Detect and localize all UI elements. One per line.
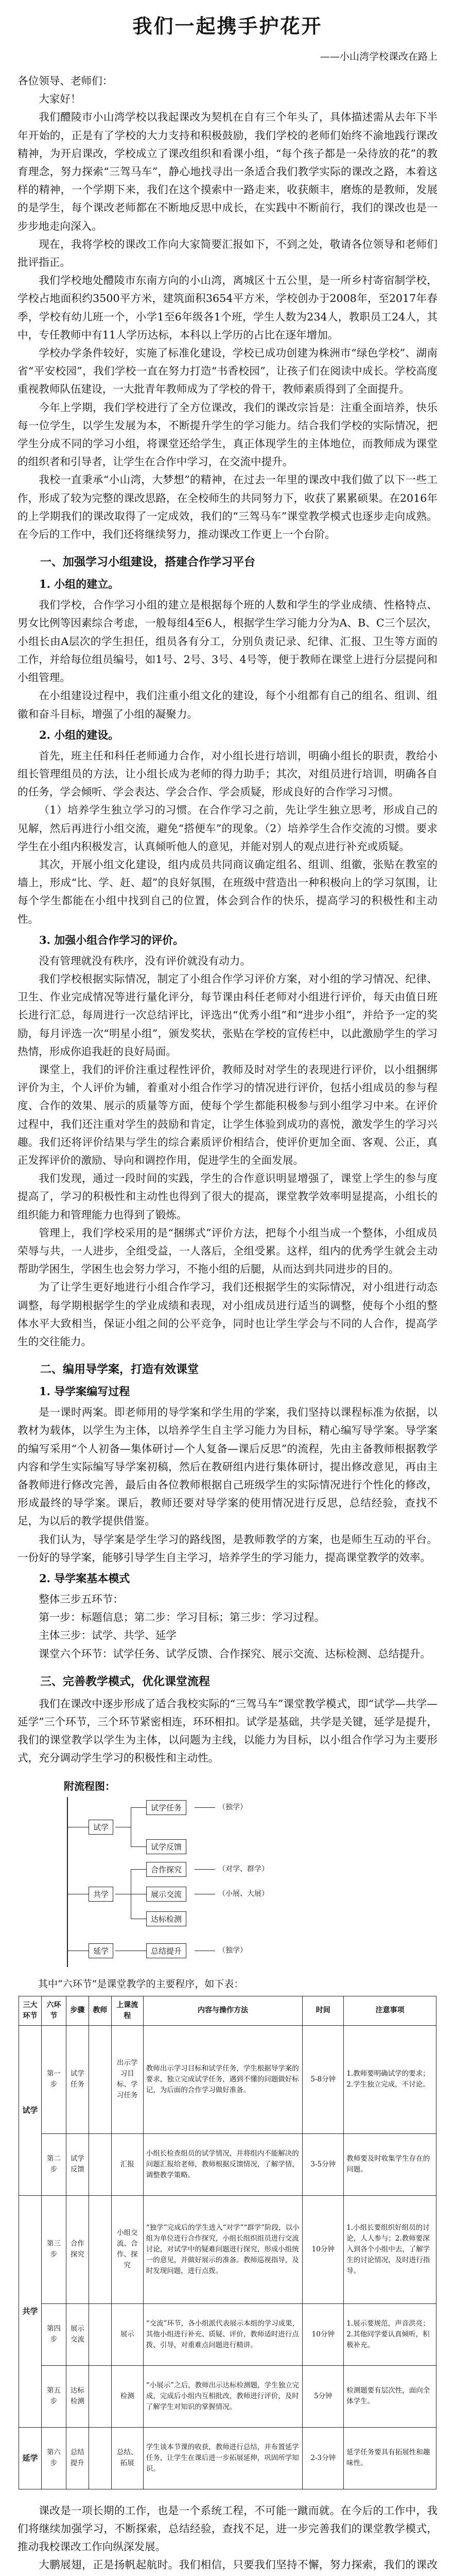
- diagram-label: 附流程图：: [64, 1780, 115, 1792]
- table-cell-time: 3-5分钟: [303, 2133, 344, 2195]
- table-cell-content: 教师出示学习目标和试学任务，学生根据导学案的要求，独立完成试学任务，遇到不懂的问题做好标记，为后面的合作学习做好准备。: [143, 2025, 303, 2133]
- table-cell-time: 5分钟: [303, 2365, 344, 2427]
- diagram-node-try: 试学: [89, 1820, 113, 1835]
- table-cell-step: 第一步: [41, 2025, 66, 2133]
- table-cell-time: 2-3分钟: [303, 2427, 344, 2489]
- table-row: [19, 2303, 436, 2365]
- table-cell-content: 学生谈本节课的收获，教师进行总结，并布置延学任务，让学生在课后进一步拓展延伸，巩固所学知识。: [143, 2427, 303, 2489]
- table-cell-flow: 检测: [111, 2365, 143, 2427]
- body-paragraph: （1）培养学生独立学习的习惯。在合作学习之前，先让学生独立思考，形成自己的见解，然后再进行小组交流，避免“搭便车”的现象。（2）培养学生合作交流的习惯。要求学生在小组内积极发言，认真倾听他人的意见，并能对别人的观点进行补充或质疑。: [18, 804, 437, 853]
- table-cell-sub: 合作探究: [66, 2195, 89, 2303]
- table-cell-sub: 总结提升: [66, 2427, 89, 2489]
- diagram-note: （小展、大展）: [218, 1889, 269, 1898]
- body-line: 主体三步：试学、共学、延学: [39, 1629, 177, 1642]
- greeting: 大家好！: [39, 93, 81, 106]
- body-paragraph: 我们学校根据实际情况，制定了小组合作学习评价方案，对小组的学习情况、纪律、卫生、作业完成情况等进行量化评分，每节课由科任老师对小组进行评价，每天由值日班长进行汇总，每周进行一次总结评比，评选出“优秀小组”和“进步小组”，并给予一定的奖励，每月评选一次“明星小组”，颁发奖状，张贴在学校的宣传栏中，以此激励学生的学习热情，形成你追我赶的良好局面。: [18, 972, 437, 1058]
- table-row: [19, 2195, 436, 2303]
- section-heading: 三、完善教学模式，优化课堂流程: [40, 1674, 211, 1688]
- subsection-heading: 1. 小组的建立。: [39, 578, 119, 591]
- diagram-node-co: 共学: [89, 1887, 113, 1902]
- intro-paragraph: 我校一直秉承“小山湾，大梦想”的精神，在过去一年里的课改中我们做了以下一些工作，形成了较为完整的课改思路，在全校师生的共同努力下，收获了累累硕果。在2016年的上学期我们的课改取得了一定成效，我们的“三驾马车”课堂教学模式也逐步走向成熟。在今后的工作中，我们还将继续努力，推动课改工作更上一个台阶。: [18, 473, 437, 541]
- table-cell-sub: 达标检测: [66, 2365, 89, 2427]
- body-line: 课堂六个环节：试学任务、试学反馈、合作探究、展示交流、达标检测、总结提升。: [39, 1647, 431, 1660]
- body-paragraph: 为了让学生更好地进行小组合作学习，我们还根据学生的实际情况，对小组进行动态调整，每学期根据学生的学业成绩和表现，对小组成员进行适当的调整，使每个小组的整体水平大致相当，保证小组之间的公平竞争，同时也让学生学会与不同的人合作，提高学生的交往能力。: [18, 1281, 437, 1348]
- body-paragraph: 在小组建设过程中，我们注重小组文化的建设，每个小组都有自己的组名、组训、组徽和奋斗目标，增强了小组的凝聚力。: [18, 689, 437, 720]
- diagram-item: 试学任务: [146, 1800, 186, 1815]
- table-cell-flow: 汇报: [111, 2133, 143, 2195]
- table-cell-flow: 小组交流、合作、探究: [111, 2195, 143, 2303]
- table-cell-time: 5-8分钟: [303, 2025, 344, 2133]
- table-row: [19, 2365, 436, 2427]
- intro-paragraph: 今年上学期，我们学校进行了全方位课改，我们的课改宗旨是：注重全面培养，快乐每一位学生，以学生发展为本，不断提升学生的学习能力。结合我们学校的实际情况，把学生分成不同的学习小组，将课堂还给学生，真正体现学生的主体地位，而教师成为课堂的组织者和引导者，让学生在合作中学习，在交流中提升。: [18, 401, 437, 468]
- closing-paragraph: 课改是一项长期的工作，也是一个系统工程，不可能一蹴而就。在今后的工作中，我们将继续加强学习，不断探索，总结经验，查找不足，进一步完善我们的课堂教学模式，推动我校课改工作向纵深发展。: [18, 2504, 437, 2553]
- table-header-row: [19, 1996, 436, 2025]
- table-cell-step: 第六步: [41, 2427, 66, 2489]
- table-cell-time: 10分钟: [303, 2195, 344, 2303]
- salutation: 各位领导、老师们：: [18, 75, 113, 87]
- lesson-flow-table: [19, 1996, 436, 2489]
- intro-paragraph: 我们醴陵市小山湾学校以我起课改为契机在自有三个年头了，具体描述需从去年下半年开始的，正是有了学校的大力支持和积极鼓励，我们学校的老师们始终不渝地践行课改精神，为开启课改，学校成立了课改组织和看课小组，“每个孩子都是一朵待放的花”的教育理念，努力探索“三驾马车”，静心地找寻出一条适合我们教学实际的课改之路，本着这样的精神，一个学期下来，我们在这个摸索中一路走来，收获颇丰，磨炼的是教师，发展的是学生，每个课改老师都在不断地反思中成长，在实践中不断前行，我们的课改也是一步步地走向深入。: [18, 111, 437, 232]
- table-cell-stage: 延学: [19, 2427, 42, 2489]
- table-cell-flow: 出示学习目标、学习任务: [111, 2025, 143, 2133]
- table-cell-note: 1.教师要明确试学的要求；2.学生独立完成，不讨论。: [344, 2025, 436, 2133]
- table-cell-sub: 试学任务: [66, 2025, 89, 2133]
- table-cell-content: “交流”环节，各小组派代表展示本组的学习成果，其他小组进行补充、质疑、评价，教师适时进行点拨、引导，对重难点问题进行精讲。: [143, 2303, 303, 2365]
- table-intro: 其中“六环节”是课堂教学的主要程序，如下表：: [38, 1978, 244, 1990]
- table-cell-note: 教师要及时收集学生存在的问题。: [344, 2133, 436, 2195]
- diagram-note: （独学）: [218, 1803, 247, 1811]
- table-cell-step: 第三步: [41, 2195, 66, 2303]
- table-cell-step: 第二步: [41, 2133, 66, 2195]
- table-header-cell: 内容与操作方法: [143, 1996, 303, 2025]
- table-header-cell: 时间: [303, 1996, 344, 2025]
- body-paragraph: 管理上，我们学校采用的是“捆绑式”评价方法，把每个小组当成一个整体，小组成员荣辱与共，一人进步，全组受益，一人落后，全组受累。这样，组内的优秀学生就会主动帮助学困生，学困生也会努力学习，不拖小组的后腿，从而达到共同进步的目的。: [18, 1226, 437, 1276]
- diagram-item: 试学反馈: [146, 1839, 186, 1854]
- table-cell-flow: 展示: [111, 2303, 143, 2365]
- table-cell-step: 第五步: [41, 2365, 66, 2427]
- table-header-cell: 注意事项: [344, 1996, 436, 2025]
- document-title: 我们一起携手护花开: [132, 14, 323, 38]
- closing-paragraph: 大鹏展翅，正是扬帆起航时。我们相信，只要我们坚持不懈，努力探索，我们的课改: [39, 2558, 437, 2571]
- table-row: [19, 2025, 436, 2133]
- table-header-cell: 上课流程: [111, 1996, 143, 2025]
- table-row: [19, 2427, 436, 2489]
- intro-paragraph: 现在，我将学校的课改工作向大家简要汇报如下，不到之处，敬请各位领导和老师们批评指正。: [18, 238, 437, 269]
- diagram-item: 合作探究: [146, 1862, 186, 1877]
- subsection-heading: 2. 小组的建设。: [39, 728, 119, 741]
- diagram-item: 展示交流: [146, 1887, 186, 1902]
- table-cell-sub: 试学反馈: [66, 2133, 89, 2195]
- table-cell-content: “独学”完成后的学生进入“对学”“群学”阶段，以小组为单位进行合作探究，小组长组织组员进行交流讨论，对试学中的疑难问题进行探究，形成小组统一的意见，并做好展示的准备。教师巡视指导，及时发现问题，进行点拨。: [143, 2195, 303, 2303]
- table-cell-content: 小组长检查组员的试学情况，并将组内不能解决的问题汇报给老师，教师根据反馈情况，了解学情，调整教学策略。: [143, 2133, 303, 2195]
- body-paragraph: 我们认为，导学案是学生学习的路线图，是教师教学的方案，也是师生互动的平台。一份好的导学案，能够引导学生自主学习，培养学生的学习能力，提高课堂教学的效率。: [18, 1533, 437, 1564]
- table-cell-step: 第四步: [41, 2303, 66, 2365]
- table-cell-note: 1.展示要规范，声音洪亮；2.其他同学要认真倾听，积极补充。: [344, 2303, 436, 2365]
- body-paragraph: 课堂上，我们的评价注重过程性评价，教师及时对学生的表现进行评价，以小组捆绑评价为主，个人评价为辅，着重对小组合作学习的情况进行评价，包括小组成员的参与程度、合作的效果、展示的质量等方面，使每个学生都能积极参与到小组学习中来。在评价过程中，我们还注重对学生的鼓励和肯定，让学生体验到成功的喜悦，激发学生的学习兴趣。我们还将评价结果与学生的综合素质评价相结合，使评价更加全面、客观、公正，真正发挥评价的激励、导向和调控作用，促进学生的全面发展。: [18, 1063, 437, 1166]
- table-header-cell: 教师: [89, 1996, 111, 2025]
- body-paragraph: 是一课时两案。即老师用的导学案和学生用的学案，我们坚持以课程标准为依据，以教材为载体，以学生为主体，以培养学生自主学习能力为目标，精心编写导学案。导学案的编写采用“个人初备—集体研讨—个人复备—课后反思”的流程，先由主备教师根据教学内容和学生实际编写导学案初稿，然后在教研组内进行集体研讨，提出修改意见，再由主备教师进行修改完善，最后由各位教师根据自己班级学生的实际情况进行个性化的修改，形成最终的导学案。课后，教师还要对导学案的使用情况进行反思，总结经验，查找不足，为以后的教学提供借鉴。: [18, 1406, 437, 1528]
- diagram-note: （独学）: [218, 1946, 247, 1955]
- body-paragraph: 首先，班主任和科任老师通力合作，对小组长进行培训，明确小组长的职责，教给小组长管理组员的方法，让小组长成为老师的得力助手；其次，对组员进行培训，明确各自的任务，学会倾听、学会表达、学会合作、学会质疑，形成良好的合作学习习惯。: [18, 749, 437, 799]
- body-paragraph: 没有管理就没有秩序，没有评价就没有动力。: [39, 954, 251, 967]
- table-cell-content: “小展示”之后，教师出示达标检测题，学生独立完成，完成后小组内互相批改，教师进行评价，及时了解学生对知识的掌握情况。: [143, 2365, 303, 2427]
- body-paragraph: 我们学校，合作学习小组的建立是根据每个班的人数和学生的学业成绩、性格特点、男女比例等因素综合考虑，一般每组4至6人，根据学生学习能力分为A、B、C三个层次，小组长由A层次的学生担任，组员各有分工，分别负责记录、纪律、汇报、卫生等方面的工作，并给每位组员编号，如1号、2号、3号、4号等，便于教师在课堂上进行分层提问和小组管理。: [18, 599, 437, 684]
- subsection-heading: 2. 导学案基本模式: [39, 1572, 130, 1585]
- table-row: [19, 2133, 436, 2195]
- table-cell-stage: 共学: [19, 2195, 42, 2427]
- diagram-note: （对学、群学）: [218, 1865, 269, 1873]
- body-line: 整体三步五环节：: [39, 1593, 124, 1606]
- diagram-item: 达标检测: [146, 1911, 186, 1926]
- body-paragraph: 我们在课改中逐步形成了适合我校实际的“三驾马车”课堂教学模式，即“试学—共学—延学”三个环节，三个环节紧密相连，环环相扣。试学是基础，共学是关键，延学是提升，我们的课堂教学以学生为主体，以问题为主线，以能力为目标，以小组合作学习为主要形式，充分调动学生学习的积极性和主动性。: [18, 1697, 437, 1765]
- section-heading: 二、编用导学案，打造有效课堂: [40, 1363, 199, 1377]
- table-header-cell: 六环节: [41, 1996, 66, 2025]
- table-header-cell: 三大环节: [19, 1996, 42, 2025]
- table-cell-note: 检测题要有层次性，面向全体学生。: [344, 2365, 436, 2427]
- intro-paragraph: 我们学校地处醴陵市东南方向的小山湾，离城区十五公里，是一所乡村寄宿制学校，学校占地面积约3500平方米，建筑面积3654平方米，学校创办于2008年，至2017年春季，学校有幼儿班一个，小学1至6年级各1个班，学生人数为234人，教职员工24人，其中，专任教师中有11人学历达标，本科以上学历的占比在逐年增加。: [18, 274, 437, 341]
- body-line: 第一步：标题信息；第二步：学习目标；第三步：学习过程。: [39, 1611, 325, 1624]
- diagram-node-ext: 延学: [89, 1943, 113, 1958]
- table-cell-time: 10分钟: [303, 2303, 344, 2365]
- table-cell-sub: 展示交流: [66, 2303, 89, 2365]
- table-cell-note: 延学任务要具有拓展性和趣味性。: [344, 2427, 436, 2489]
- diagram-item: 总结提升: [146, 1943, 186, 1958]
- subsection-heading: 1. 导学案编写过程: [39, 1385, 130, 1398]
- flow-diagram: [67, 1797, 305, 1967]
- table-cell-flow: 总结、拓展: [111, 2427, 143, 2489]
- subsection-heading: 3. 加强小组合作学习的评价。: [39, 933, 184, 946]
- body-paragraph: 其次，开展小组文化建设，组内成员共同商议确定组名、组训、组徽，张贴在教室的墙上，形成“比、学、赶、超”的良好氛围，在班级中营造出一种积极向上的学习氛围，让每个学生都能在小组中找到自己的位置，体会到合作的快乐，提高学习的积极性和主动性。: [18, 858, 437, 925]
- table-cell-stage: 试学: [19, 2025, 42, 2195]
- table-header-cell: 步骤: [66, 1996, 89, 2025]
- body-paragraph: 我们发现，通过一段时间的实践，学生的合作意识明显增强了，课堂上学生的参与度提高了，学习的积极性和主动性也得到了很大的提高，课堂教学效率明显提高，小组长的组织能力和管理能力也得到了锻炼。: [18, 1172, 437, 1221]
- intro-paragraph: 学校办学条件较好，实施了标准化建设，学校已成功创建为株洲市“绿色学校”、湖南省“平安校园”，我们学校一直在努力打造“书香校园”，让孩子们在阅读中成长。学校高度重视教师队伍建设，一大批青年教师成为了学校的骨干，教师素质得到了全面提升。: [18, 347, 437, 396]
- section-heading: 一、加强学习小组建设，搭建合作学习平台: [40, 555, 256, 569]
- table-cell-note: 1.小组长要组织好组员的讨论，人人参与；2.教师要深入到各个小组中去，了解学生的讨论情况，及时进行指导。: [344, 2195, 436, 2303]
- document-subtitle: ——小山湾学校课改在路上: [320, 51, 437, 62]
